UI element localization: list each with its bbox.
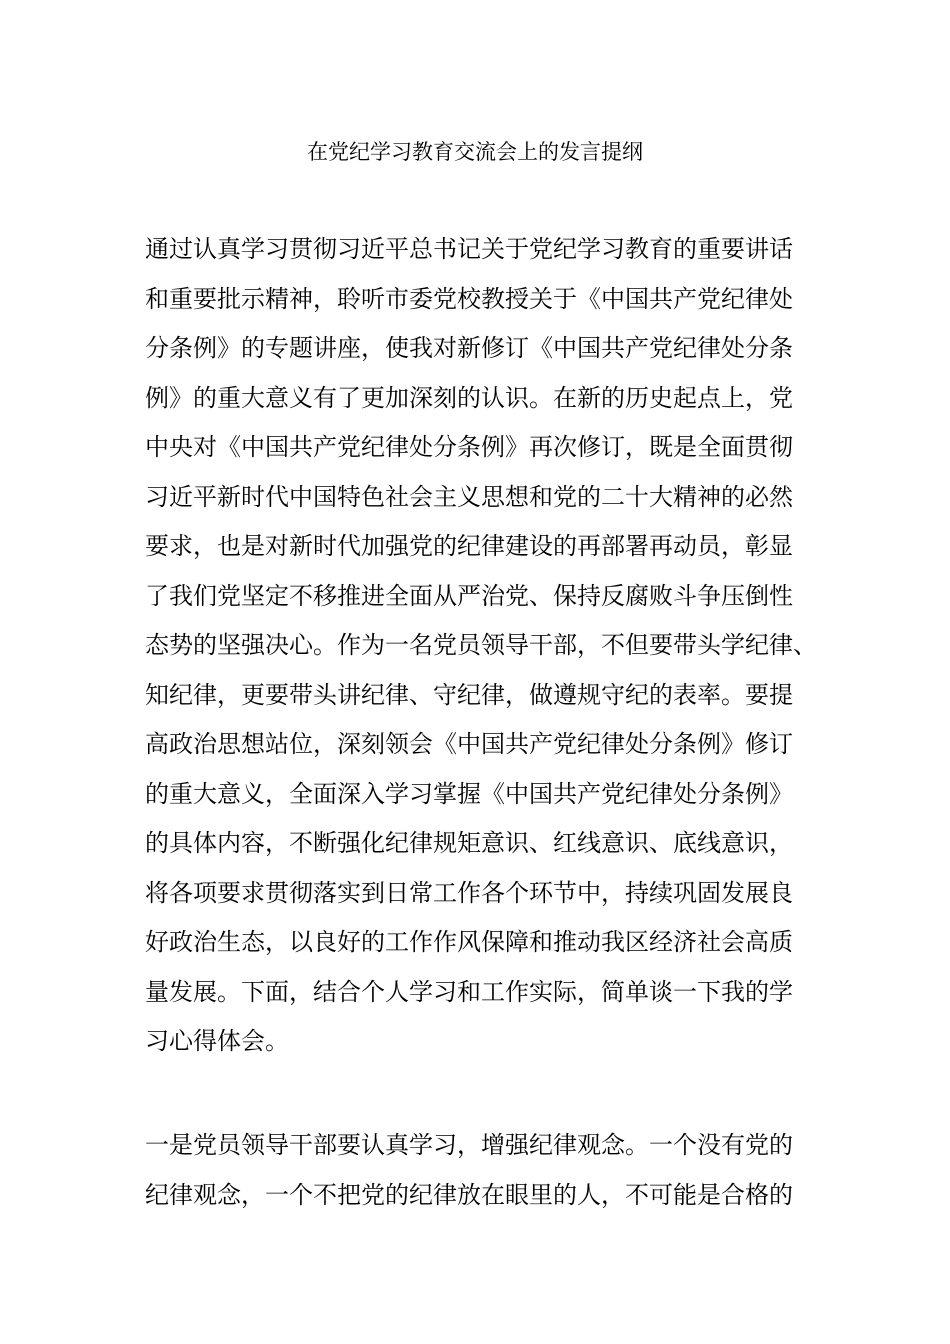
paragraph-1 [145, 225, 817, 1067]
paragraph-line: 中央对《中国共产党纪律处分条例》再次修订，既是全面贯彻 [145, 433, 793, 461]
paragraph-line: 例》的重大意义有了更加深刻的认识。在新的历史起点上，党 [145, 383, 793, 412]
paragraph-line: 一是党员领导干部要认真学习，增强纪律观念。一个没有党的 [145, 1131, 793, 1159]
paragraph-line: 态势的坚强决心。作为一名党员领导干部，不但要带头学纪律、 [145, 631, 817, 659]
paragraph-line: 知纪律，更要带头讲纪律、守纪律，做遵规守纪的表率。要提 [145, 680, 793, 709]
paragraph-line: 分条例》的专题讲座，使我对新修订《中国共产党纪律处分条 [145, 334, 793, 362]
document-title: 在党纪学习教育交流会上的发言提纲 [307, 140, 643, 164]
paragraph-line: 和重要批示精神，聆听市委党校教授关于《中国共产党纪律处 [145, 284, 793, 313]
paragraph-line: 高政治思想站位，深刻领会《中国共产党纪律处分条例》修订 [145, 730, 793, 758]
paragraph-line: 了我们党坚定不移推进全面从严治党、保持反腐败斗争压倒性 [145, 581, 793, 610]
paragraph-line: 习心得体会。 [145, 1027, 289, 1055]
paragraph-line: 要求，也是对新时代加强党的纪律建设的再部署再动员，彰显 [145, 532, 793, 560]
paragraph-line: 的重大意义，全面深入学习掌握《中国共产党纪律处分条例》 [145, 779, 793, 808]
paragraph-line: 纪律观念，一个不把党的纪律放在眼里的人，不可能是合格的 [145, 1180, 793, 1209]
paragraph-line: 将各项要求贯彻落实到日常工作各个环节中，持续巩固发展良 [145, 878, 793, 907]
paragraph-line: 习近平新时代中国特色社会主义思想和党的二十大精神的必然 [145, 482, 793, 511]
paragraph-line: 的具体内容，不断强化纪律规矩意识、红线意识、底线意识， [145, 829, 793, 857]
paragraph-line: 通过认真学习贯彻习近平总书记关于党纪学习教育的重要讲话 [145, 235, 793, 263]
paragraph-line: 量发展。下面，结合个人学习和工作实际，简单谈一下我的学 [145, 977, 793, 1006]
paragraph-line: 好政治生态，以良好的工作作风保障和推动我区经济社会高质 [145, 928, 793, 956]
paragraph-2 [145, 1121, 810, 1220]
